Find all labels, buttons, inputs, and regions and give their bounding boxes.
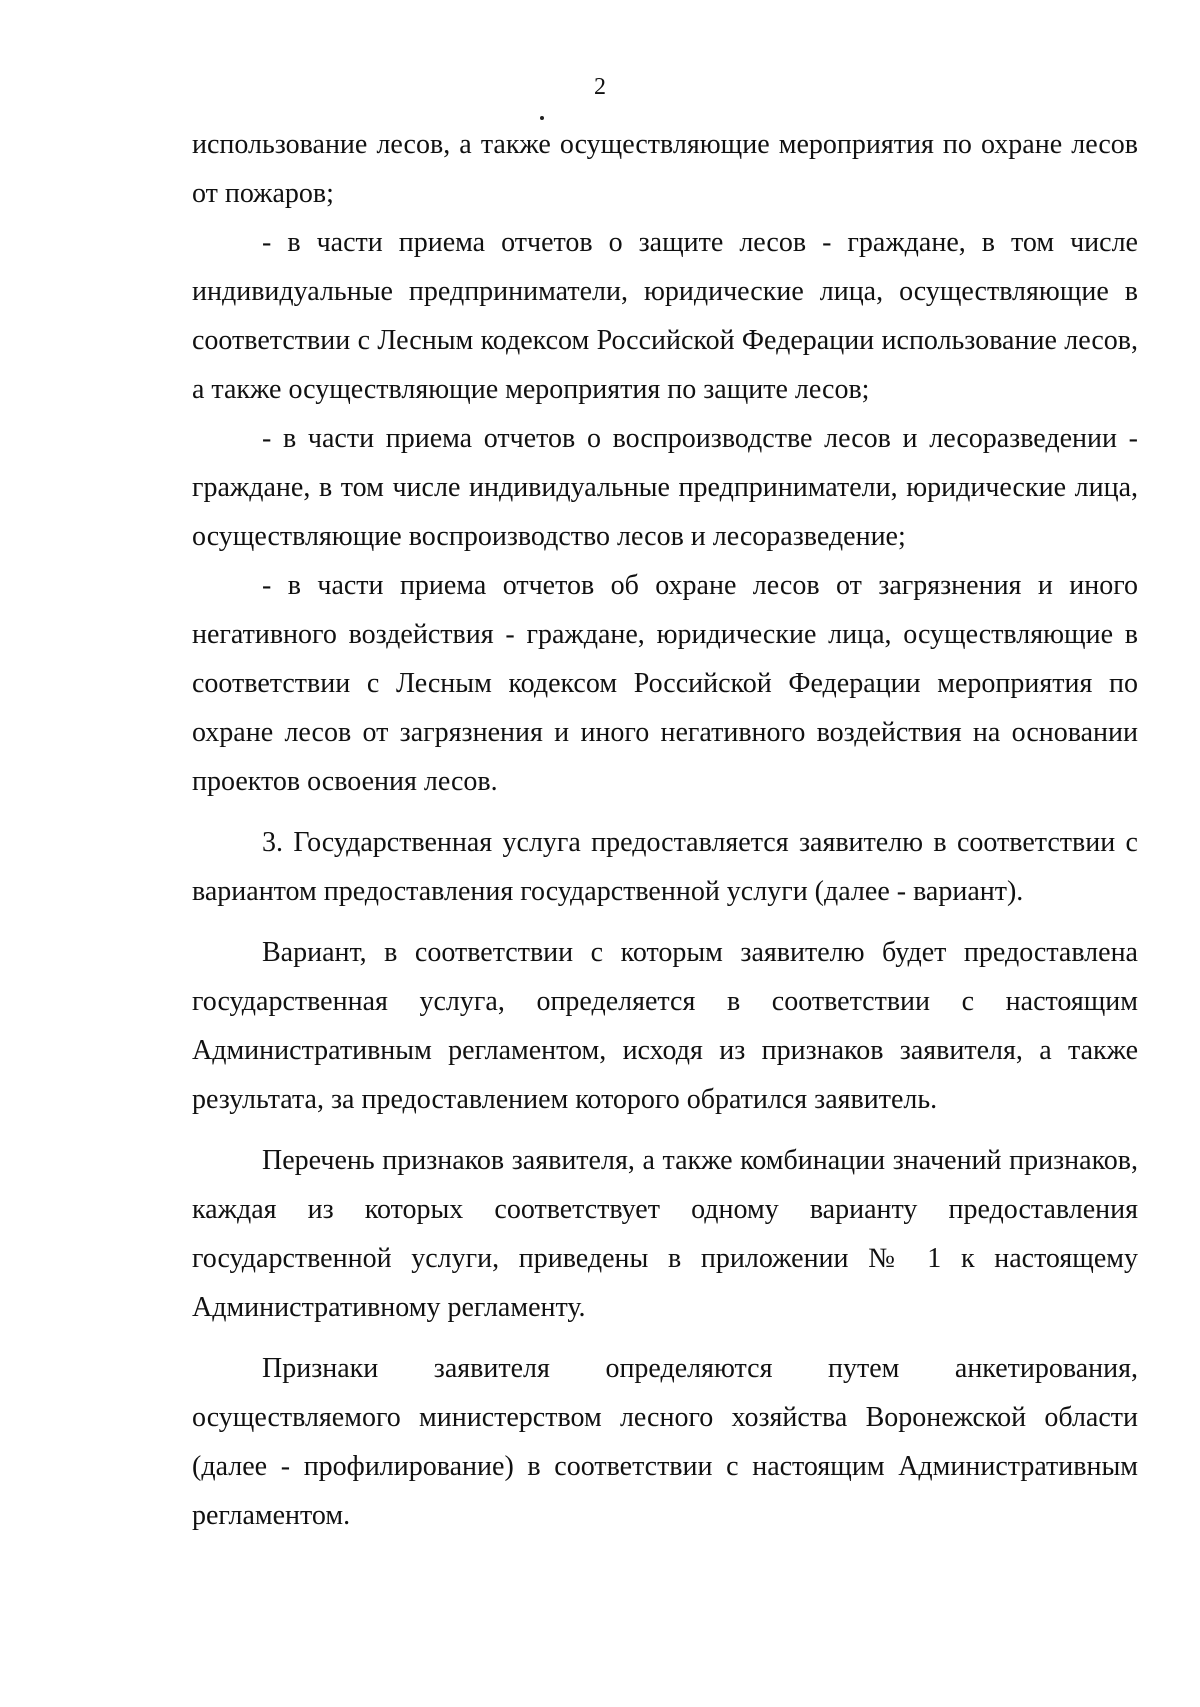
paragraph-continuation: использование лесов, а также осуществляющие мероприятия по охране лесов от пожаров; [192, 129, 1138, 209]
document-body [192, 120, 1138, 1540]
paragraph-reproduction-reports: - в части приема отчетов о воспроизводстве лесов и лесоразведении - граждане, в том числе индивидуальные предприниматели, юридические лица, осуществляющие воспроизводство лесов и лесоразведение; [192, 423, 1138, 552]
paragraph-profiling: Признаки заявителя определяются путем анкетирования, осуществляемого министерством лесного хозяйства Воронежской области (далее - профилирование) в соответствии с настоящим Административным регламентом. [192, 1353, 1138, 1531]
paragraph-criteria-list: Перечень признаков заявителя, а также комбинации значений признаков, каждая из которых соответствует одному варианту предоставления государственной услуги, приведены в приложении № 1 к настоящему Административному регламенту. [192, 1145, 1138, 1323]
paragraph-item-3: 3. Государственная услуга предоставляется заявителю в соответствии с вариантом предоставления государственной услуги (далее - вариант). [192, 827, 1138, 907]
page-number: 2 [594, 74, 606, 100]
paragraph-forest-protection-reports: - в части приема отчетов о защите лесов - граждане, в том числе индивидуальные предприниматели, юридические лица, осуществляющие в соответствии с Лесным кодексом Российской Федерации использование лесов, а также осуществляющие мероприятия по защите лесов; [192, 227, 1138, 405]
paragraph-variant: Вариант, в соответствии с которым заявителю будет предоставлена государственная услуга, определяется в соответствии с настоящим Административным регламентом, исходя из признаков заявителя, а также результата, за предоставлением которого обратился заявитель. [192, 937, 1138, 1115]
paragraph-pollution-protection-reports: - в части приема отчетов об охране лесов от загрязнения и иного негативного воздействия - граждане, юридические лица, осуществляющие в соответствии с Лесным кодексом Российской Федерации мероприятия по охране лесов от загрязнения и иного негативного воздействия на основании проектов освоения лесов. [192, 570, 1138, 797]
